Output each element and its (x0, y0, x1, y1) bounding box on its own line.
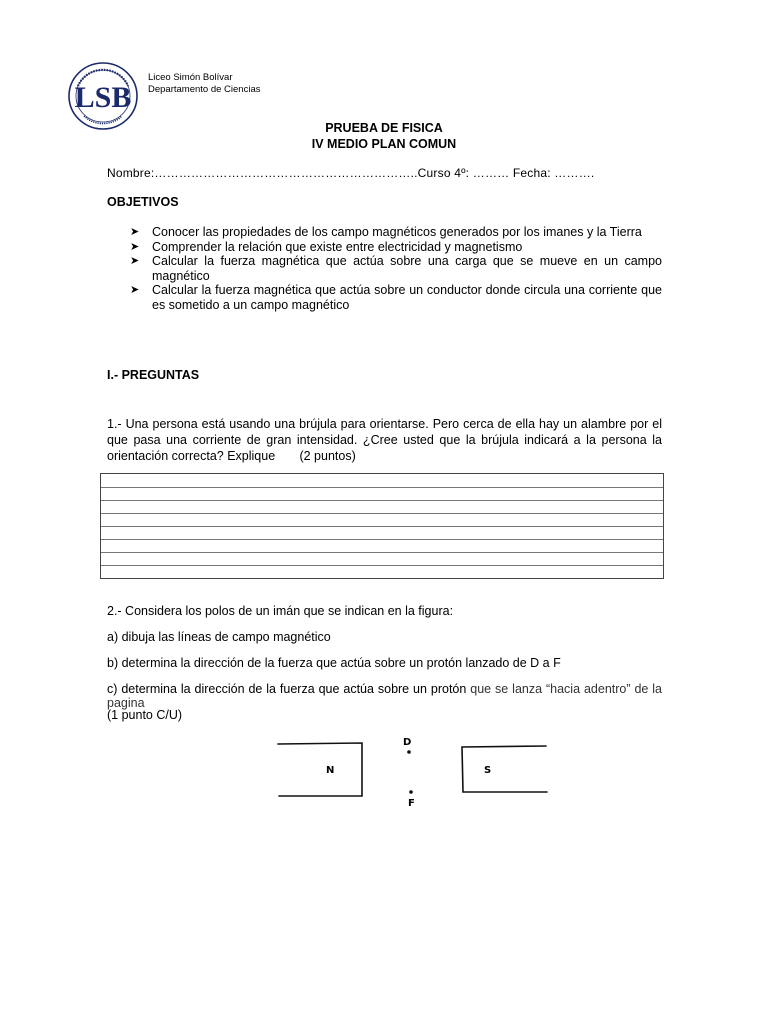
answer-box[interactable] (100, 473, 664, 579)
objectives-list (130, 225, 662, 313)
answer-line (101, 500, 663, 501)
magnet-figure (270, 732, 560, 814)
magnet-s-outline (462, 746, 547, 792)
question-2: 2.- Considera los polos de un imán que se indican en la figura: (107, 604, 454, 618)
exam-title: PRUEBA DE FISICA (325, 121, 443, 135)
answer-line (101, 513, 663, 514)
question-2a: a) dibuja las líneas de campo magnético (107, 630, 331, 644)
objective-item: ➤ Calcular la fuerza magnética que actúa sobre un conductor donde circula una corriente que es sometido a un campo magnético (130, 283, 662, 312)
question-2c (107, 682, 662, 710)
pole-s-label: S (484, 765, 492, 776)
answer-line (101, 565, 663, 566)
objective-item: ➤ Comprender la relación que existe entre electricidad y magnetismo (130, 240, 662, 255)
school-name: Liceo Simón Bolívar (148, 72, 233, 83)
question-1 (107, 416, 662, 464)
question-1-points: (2 puntos) (299, 449, 356, 463)
answer-line (101, 526, 663, 527)
student-info-line: Nombre:………………………………………………………..Curso 4º: ……… Fecha: ………. (107, 166, 595, 180)
question-2b: b) determina la dirección de la fuerza que actúa sobre un protón lanzado de D a F (107, 656, 561, 670)
objective-item: ➤ Conocer las propiedades de los campo magnéticos generados por los imanes y la Tierra (130, 225, 662, 240)
answer-line (101, 487, 663, 488)
objective-item: ➤ Calcular la fuerza magnética que actúa sobre una carga que se mueve en un campo magnético (130, 254, 662, 283)
exam-subtitle: IV MEDIO PLAN COMUN (311, 137, 457, 151)
pole-n-label: N (326, 765, 335, 776)
point-f-label: F (408, 798, 415, 809)
svg-text:LSB: LSB (74, 81, 132, 114)
question-2c-text: c) determina la dirección de la fuerza que actúa sobre un protón (107, 682, 467, 696)
section-heading: I.- PREGUNTAS (107, 368, 200, 382)
point-d-dot (407, 750, 411, 754)
question-1-text: 1.- Una persona está usando una brújula para orientarse. Pero cerca de ella hay un alambre por el que pasa una corriente de gran intensidad. ¿Cree usted que la brújula indicará a la persona la orientación correcta? Explique (107, 417, 662, 463)
answer-line (101, 552, 663, 553)
question-2c-text-cont: que se lanza “hacia adentro” de la pagina (107, 682, 662, 710)
question-2-points: (1 punto C/U) (107, 708, 183, 722)
department-name: Departamento de Ciencias (148, 84, 261, 95)
magnet-n-outline (278, 743, 362, 796)
answer-line (101, 539, 663, 540)
school-header (148, 72, 260, 96)
point-d-label: D (403, 737, 412, 748)
point-f-dot (409, 790, 413, 794)
objectives-heading: OBJETIVOS (107, 195, 179, 209)
